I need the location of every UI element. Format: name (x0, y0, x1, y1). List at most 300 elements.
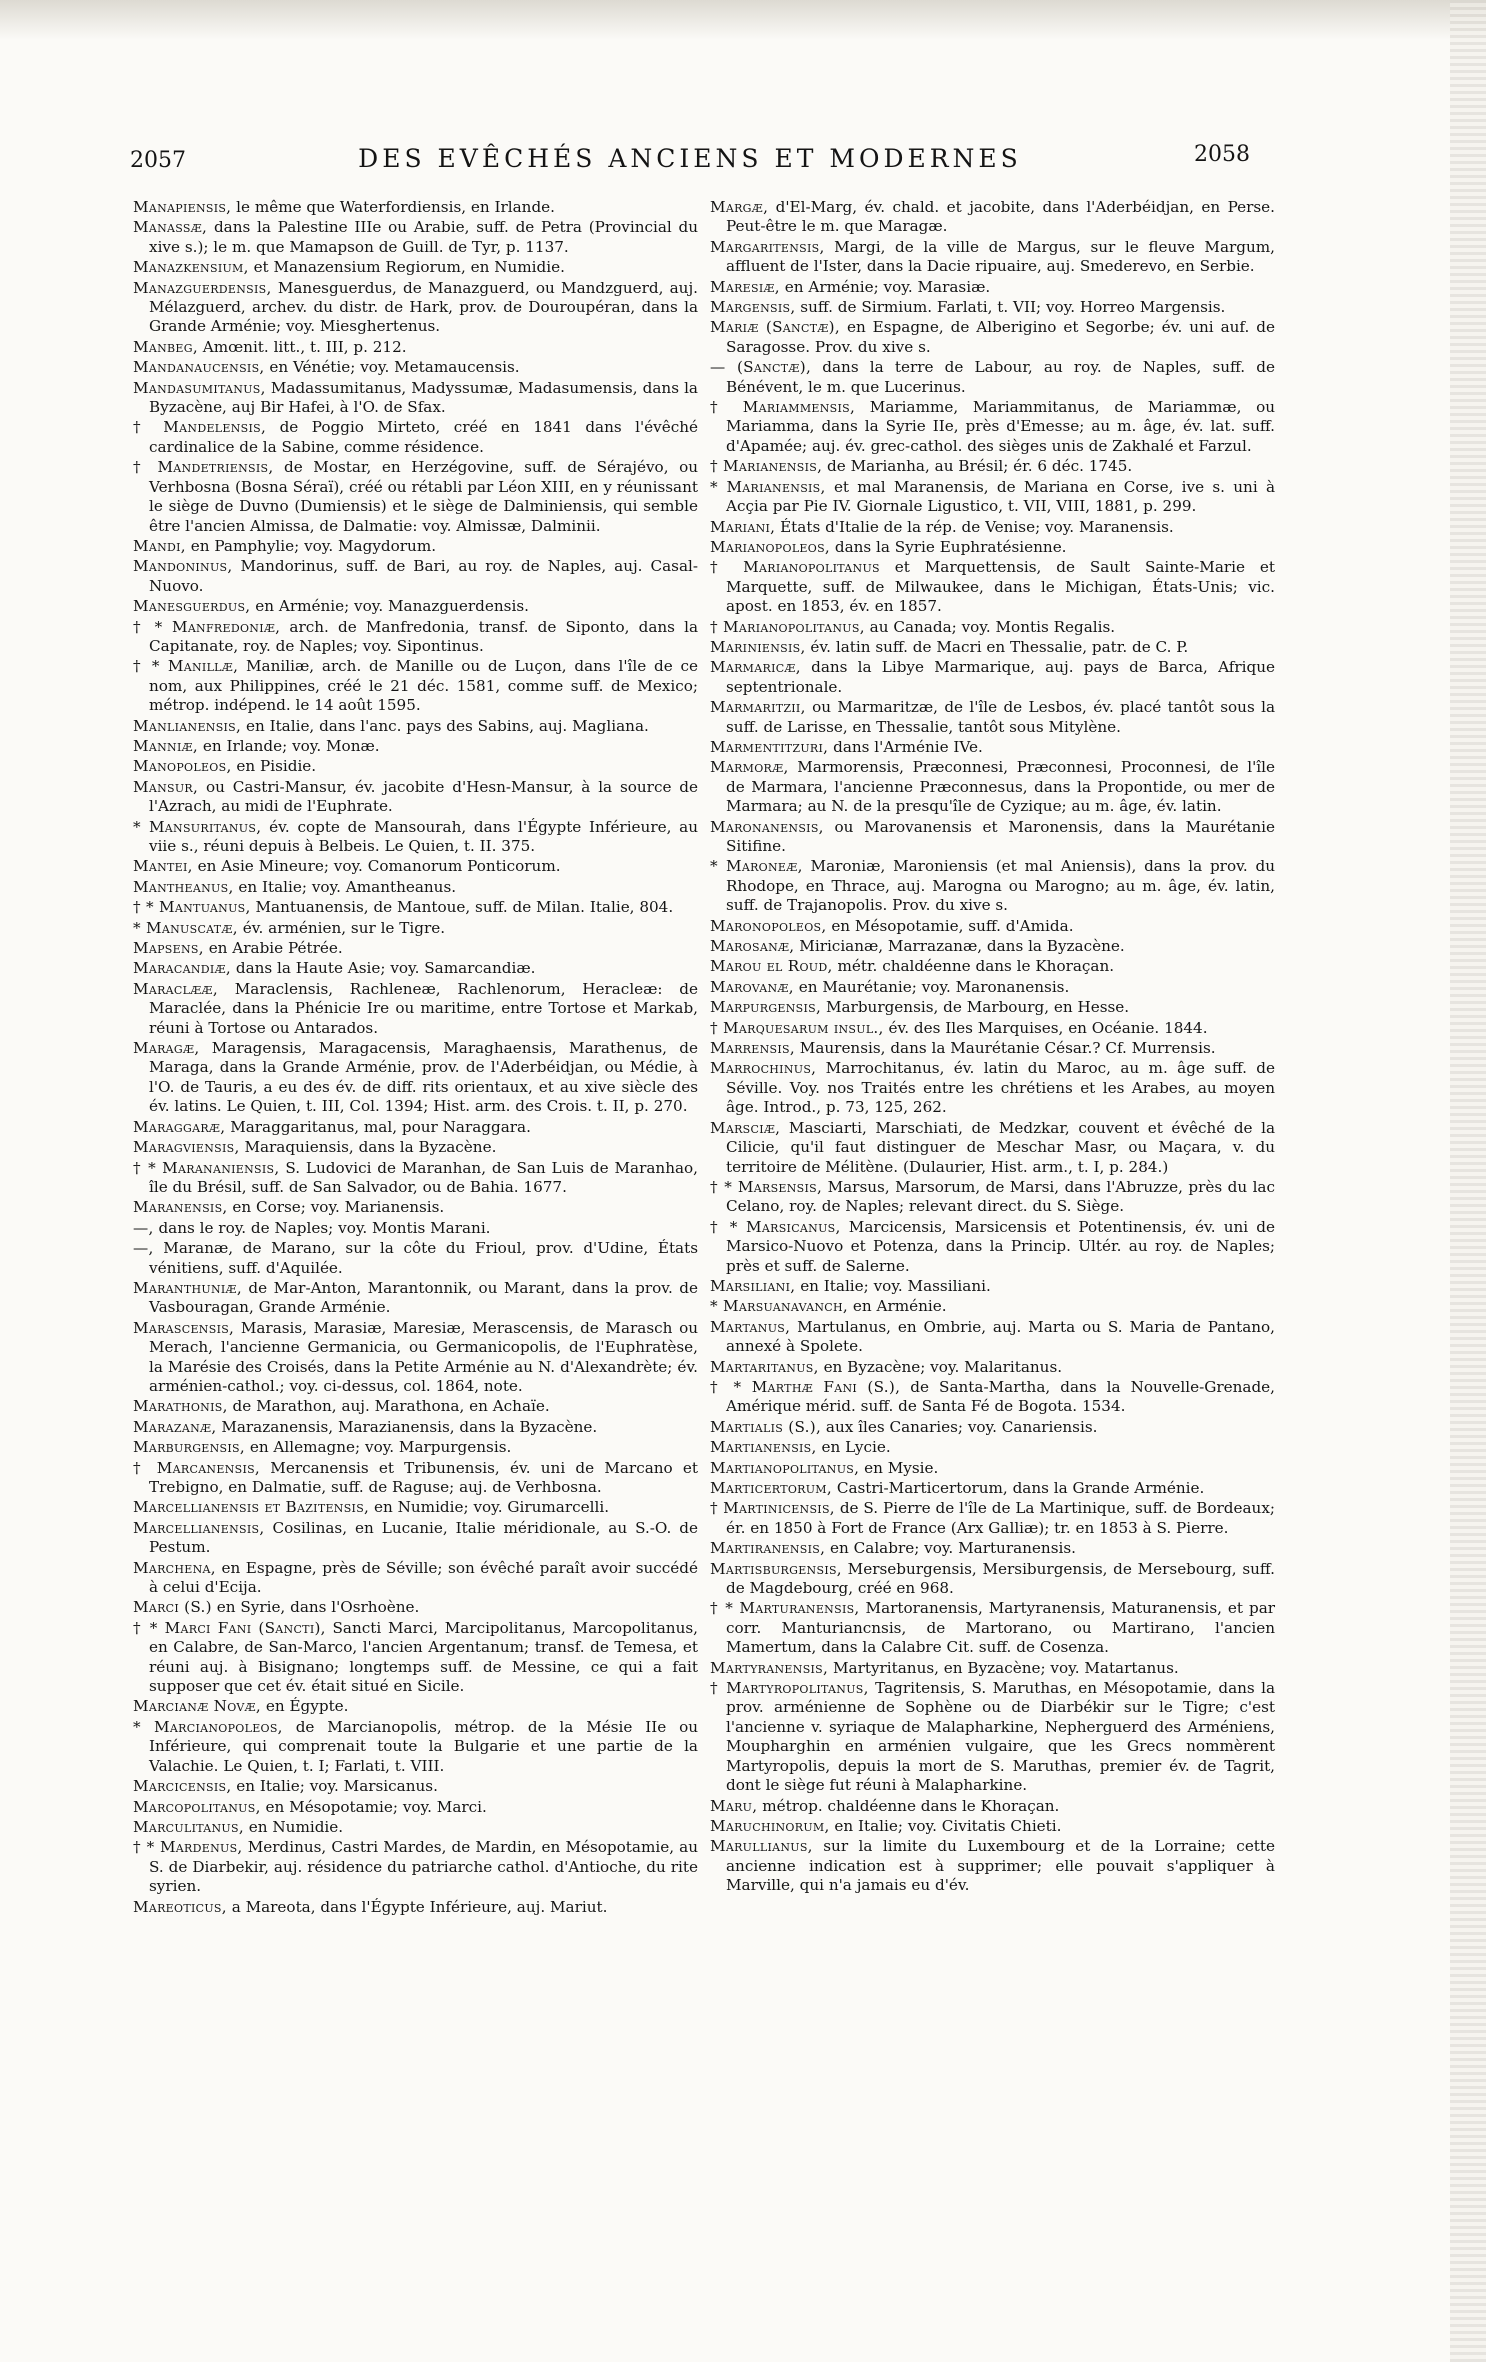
dictionary-entry (710, 937, 1275, 956)
entry-text: en Allemagne; voy. Marpurgensis. (249, 1438, 512, 1457)
entry-headword: Marazanæ, (133, 1417, 217, 1436)
entry-headword: † * Marsensis, (710, 1177, 823, 1196)
dictionary-entry (710, 1679, 1275, 1795)
entry-text: et Manazensium Regiorum, en Numidie. (253, 258, 565, 277)
entry-text: Castri-Marticertorum, dans la Grande Arménie. (836, 1479, 1205, 1497)
entry-headword: Mandanaucensis, (133, 358, 265, 377)
entry-headword: Mariniensis, (710, 637, 806, 656)
entry-text: Marasis, Marasiæ, Maresiæ, Merascensis, de Marasch ou Merach, l'ancienne Germanicia, ou Germanicopolis, de l'Euphratèse, la Marésie des Croisés, dans la Petite Arménie au N. d'Alexandrète; év. arménien-cathol.; voy. ci-dessus, col. 1864, note. (149, 1318, 699, 1395)
dictionary-entry (133, 1198, 698, 1217)
dictionary-entry (710, 1539, 1275, 1558)
dictionary-entry (133, 1798, 698, 1817)
entry-text: Maroniæ, Maroniensis (et mal Aniensis), dans la prov. du Rhodope, en Thrace, auj. Marogna ou Marogno; au m. âge, év. latin, suff. de Trajanopolis. Prov. du xive s. (726, 857, 1276, 915)
entry-text: Mariamme, Mariammitanus, de Mariammæ, ou Mariamma, dans la Syrie IIe, près d'Emesse; au m. âge, év. lat. suff. d'Apamée; auj. év. grec-cathol. des sièges unis de Zakhalé et Farzul. (726, 398, 1275, 455)
dictionary-entry (133, 818, 698, 857)
entry-text: en Vénétie; voy. Metamaucensis. (269, 358, 520, 377)
entry-text: en Irlande; voy. Monæ. (202, 736, 380, 755)
entry-text: Merdinus, Castri Mardes, de Mardin, en Mésopotamie, au S. de Diarbekir, auj. résidence du patriarche cathol. d'Antioche, du rite syrien. (149, 1838, 699, 1896)
entry-text: Madassumitanus, Madyssumæ, Madasumensis, dans la Byzacène, auj Bir Hafei, à l'O. de Sfax. (149, 378, 698, 417)
entry-text: en Pamphylie; voy. Magydorum. (190, 536, 437, 555)
entry-text: en Mésopotamie; voy. Marci. (265, 1797, 487, 1816)
entry-text: en Byzacène; voy. Malaritanus. (823, 1357, 1063, 1376)
entry-headword: Manlianensis, (133, 716, 242, 735)
entry-headword: Margensis, (710, 298, 796, 317)
dictionary-entry (710, 698, 1275, 737)
dictionary-entry (133, 1777, 698, 1796)
entry-text: et Marquettensis, de Sault Sainte-Marie et Marquette, suff. de Milwaukee, dans le Michigan, États-Unis; vic. apost. en 1853, év. en 1857. (726, 558, 1275, 616)
entry-text: Marrochitanus, év. latin du Maroc, au m. âge suff. de Séville. Voy. nos Traités entre les chrétiens et les Arabes, au moyen âge. Introd., p. 73, 125, 262. (726, 1059, 1275, 1117)
entry-text: dans la Libye Marmarique, auj. pays de Barca, Afrique septentrionale. (726, 658, 1276, 696)
entry-headword: Mandi, (133, 536, 186, 555)
entry-headword: Maruchinorum, (710, 1816, 830, 1835)
entry-text: Maurensis, dans la Maurétanie César.? Cf. Murrensis. (799, 1039, 1216, 1058)
dictionary-entry (710, 278, 1275, 297)
entry-text: Maranæ, de Marano, sur la côte du Frioul, prov. d'Udine, États vénitiens, suff. d'Aquilée. (149, 1239, 698, 1277)
entry-text: Sancti Marci, Marcipolitanus, Marcopolitanus, en Calabre, de San-Marco, l'ancien Argentanum; transf. de Temesa, et réuni auj. à Bisignano; longtemps suff. de Messine, ce qui a fait supposer que cet év. était situé en Sicile. (149, 1618, 698, 1696)
right-column (710, 198, 1275, 1897)
dictionary-entry (710, 758, 1275, 816)
dictionary-entry (710, 1218, 1275, 1276)
entry-headword: † * Manfredoniæ, (133, 617, 281, 636)
entry-headword: —, (133, 1218, 154, 1237)
entry-headword: Maragæ, (133, 1039, 200, 1058)
dictionary-entry (710, 478, 1275, 517)
dictionary-entry (133, 1838, 698, 1896)
dictionary-entry (133, 1159, 698, 1198)
entry-text: dans la Palestine IIIe ou Arabie, suff. de Petra (Provincial du xive s.); le m. que Mamapson de Guill. de Tyr, p. 1137. (149, 218, 698, 256)
entry-text: év. arménien, sur le Tigre. (242, 918, 446, 937)
dictionary-entry (133, 878, 698, 897)
entry-text: en Italie, dans l'anc. pays des Sabins, auj. Magliana. (245, 716, 649, 735)
entry-headword: Manniæ, (133, 736, 199, 755)
entry-text: de Santa-Martha, dans la Nouvelle-Grenade, Amérique mérid. suff. de Santa Fé de Bogota. 1534. (726, 1377, 1275, 1416)
dictionary-entry (710, 1297, 1275, 1316)
entry-text: Mandorinus, suff. de Bari, au roy. de Naples, auj. Casal-Nuovo. (149, 557, 698, 595)
dictionary-entry (133, 919, 698, 938)
entry-headword: Martialis (S.), (710, 1417, 822, 1436)
entry-text: Maragensis, Maragacensis, Maraghaensis, Marathenus, de Maraga, dans la Grande Arménie, prov. de l'Aderbéidjan, ou Médie, à l'O. de Tauris, a eu des év. de diff. rits orientaux, et au xive siècle des év. latins. Le Quien, t. III, Col. 1394; Hist. arm. des Crois. t. II, p. 270. (149, 1039, 698, 1116)
entry-headword: Maronanensis, (710, 817, 824, 836)
entry-headword: † * Marci Fani (Sancti), (133, 1618, 326, 1637)
dictionary-entry (133, 1818, 698, 1837)
entry-headword: Martianopolitanus, (710, 1458, 860, 1477)
entry-headword: † Mariammensis, (710, 398, 856, 417)
dictionary-entry (133, 1418, 698, 1437)
entry-headword: Martianensis, (710, 1438, 817, 1457)
entry-headword: † Marianopolitanus, (710, 617, 865, 636)
entry-headword: Martiranensis, (710, 1539, 826, 1558)
entry-text: en Numidie; voy. Girumarcelli. (374, 1498, 610, 1517)
entry-headword: Maru, (710, 1796, 758, 1815)
entry-headword: Manazguerdensis, (133, 278, 272, 297)
entry-headword: Marmoræ, (710, 758, 789, 777)
entry-text: dans le roy. de Naples; voy. Montis Marani. (158, 1218, 491, 1237)
entry-headword: Marpurgensis, (710, 998, 822, 1017)
entry-headword: * Maroneæ, (710, 857, 803, 876)
entry-text: év. copte de Mansourah, dans l'Égypte Inférieure, au viie s., réuni depuis à Belbeis. Le Quien, t. II. 375. (149, 817, 698, 855)
entry-headword: Marburgensis, (133, 1438, 245, 1457)
dictionary-entry (710, 1599, 1275, 1657)
entry-text: métrop. chaldéenne dans le Khoraçan. (762, 1796, 1060, 1815)
entry-headword: Mandasumitanus, (133, 378, 266, 397)
dictionary-entry (710, 998, 1275, 1017)
dictionary-entry (133, 597, 698, 616)
entry-text: en Italie; voy. Civitatis Chieti. (834, 1816, 1062, 1835)
entry-headword: Marascensis, (133, 1318, 235, 1337)
entry-text: Cosilinas, en Lucanie, Italie méridionale, au S.-O. de Pestum. (149, 1518, 699, 1557)
entry-headword: * Manuscatæ, (133, 918, 238, 937)
entry-headword: Marcopolitanus, (133, 1797, 261, 1816)
entry-headword: † * Marturanensis, (710, 1599, 860, 1618)
dictionary-entry (710, 1378, 1275, 1417)
entry-headword: Marrochinus, (710, 1059, 817, 1078)
entry-headword: Marcianæ Novæ, (133, 1697, 262, 1716)
dictionary-entry (710, 1560, 1275, 1599)
entry-text: dans l'Arménie IVe. (833, 737, 983, 756)
entry-text: et mal Maranensis, de Mariana en Corse, ive s. uni à Acçia par Pie IV. Giornale Ligustico, t. VII, VIII, 1881, p. 299. (726, 477, 1275, 516)
dictionary-entry (133, 1898, 698, 1917)
dictionary-entry (710, 957, 1275, 976)
entry-headword: † * Marananiensis, (133, 1158, 280, 1177)
entry-text: Margi, de la ville de Margus, sur le fleuve Margum, affluent de l'Ister, dans la Dacie ripuaire, auj. Smederevo, en Serbie. (726, 237, 1275, 276)
dictionary-entry (710, 738, 1275, 757)
entry-text: arch. de Manfredonia, transf. de Siponto, dans la Capitanate, roy. de Naples; voy. Sipontinus. (149, 617, 699, 655)
dictionary-entry (710, 658, 1275, 697)
entry-text: en Corse; voy. Marianensis. (232, 1198, 445, 1217)
entry-text: en Arabie Pétrée. (208, 939, 343, 958)
page-title: DES EVÊCHÉS ANCIENS ET MODERNES (358, 144, 1022, 173)
dictionary-entry (133, 1397, 698, 1416)
entry-text: Marburgensis, de Marbourg, en Hesse. (825, 998, 1130, 1017)
dictionary-entry (133, 657, 698, 715)
entry-headword: † * Mantuanus, (133, 898, 251, 917)
entry-text: en Calabre; voy. Marturanensis. (830, 1539, 1076, 1558)
entry-text: en Italie; voy. Marsicanus. (236, 1777, 438, 1796)
entry-headword: Marovanæ, (710, 977, 794, 996)
entry-text: États d'Italie de la rép. de Venise; voy. Maranensis. (780, 517, 1174, 536)
entry-text: en Syrie, dans l'Osrhoène. (216, 1598, 420, 1617)
dictionary-entry (133, 1319, 698, 1397)
dictionary-entry (133, 778, 698, 817)
dictionary-entry (710, 1837, 1275, 1895)
entry-headword: Manesguerdus, (133, 597, 251, 616)
dictionary-entry (133, 258, 698, 277)
entry-text: en Pisidie. (236, 757, 317, 776)
dictionary-entry (710, 558, 1275, 616)
entry-headword: * Marcianopoleos, (133, 1717, 283, 1736)
entry-text: en Mysie. (864, 1458, 939, 1477)
entry-headword: Maranthuniæ, (133, 1278, 242, 1297)
entry-text: Maraquiensis, dans la Byzacène. (244, 1138, 497, 1157)
entry-text: év. des Iles Marquises, en Océanie. 1844. (888, 1018, 1208, 1037)
dictionary-entry (133, 1459, 698, 1498)
dictionary-entry (710, 1817, 1275, 1836)
dictionary-entry (133, 279, 698, 337)
entry-headword: Manbeg, (133, 337, 198, 356)
entry-text: de Poggio Mirteto, créé en 1841 dans l'évêché cardinalice de la Sabine, comme résidence. (149, 418, 699, 456)
dictionary-entry (710, 917, 1275, 936)
dictionary-entry (710, 398, 1275, 456)
dictionary-entry (710, 358, 1275, 397)
entry-text: dans la Haute Asie; voy. Samarcandiæ. (235, 959, 536, 978)
dictionary-entry (133, 379, 698, 418)
entry-headword: Manazkensium, (133, 258, 249, 277)
entry-headword: Marchena, (133, 1558, 216, 1577)
entry-headword: Mandoninus, (133, 557, 233, 576)
dictionary-entry (133, 1619, 698, 1697)
entry-text: en Maurétanie; voy. Maronanensis. (798, 977, 1070, 996)
entry-text: de S. Pierre de l'île de La Martinique, suff. de Bordeaux; ér. en 1850 à Fort de France (Arx Galliæ); tr. en 1853 à S. Pierre. (726, 1499, 1276, 1537)
entry-headword: Marsiliani, (710, 1276, 796, 1295)
entry-headword: † Marcanensis, (133, 1458, 261, 1477)
dictionary-entry (133, 458, 698, 536)
dictionary-entry (710, 318, 1275, 357)
dictionary-entry (133, 1438, 698, 1457)
entry-headword: Margæ, (710, 198, 769, 216)
entry-text: Martulanus, en Ombrie, auj. Marta ou S. Maria de Pantano, annexé à Spolete. (726, 1317, 1275, 1356)
entry-headword: * Mansuritanus, (133, 817, 262, 836)
entry-text: en Asie Mineure; voy. Comanorum Ponticorum. (197, 857, 561, 876)
entry-text: de Marathon, auj. Marathona, en Achaïe. (232, 1397, 550, 1416)
dictionary-entry (133, 1219, 698, 1238)
entry-text: a Mareota, dans l'Égypte Inférieure, auj. Mariut. (231, 1897, 608, 1916)
entry-headword: Marsciæ, (710, 1118, 781, 1137)
entry-headword: Marou el Roud, (710, 957, 833, 976)
dictionary-entry (710, 818, 1275, 857)
dictionary-entry (133, 857, 698, 876)
entry-text: en Arménie; voy. Manazguerdensis. (255, 597, 529, 616)
dictionary-entry (133, 980, 698, 1038)
dictionary-entry (710, 457, 1275, 476)
entry-text: métr. chaldéenne dans le Khoraçan. (837, 957, 1115, 976)
entry-headword: Marianopoleos, (710, 537, 831, 556)
entry-text: Manesguerdus, de Manazguerd, ou Mandzguerd, auj. Mélazguerd, archev. du distr. de Hark, prov. de Douroupéran, dans la Grande Arménie; voy. Miesghertenus. (149, 278, 698, 336)
entry-text: en Lycie. (821, 1438, 891, 1457)
entry-text: en Italie; voy. Amantheanus. (238, 877, 457, 896)
entry-text: év. latin suff. de Macri en Thessalie, patr. de C. P. (810, 637, 1189, 656)
entry-text: dans la Syrie Euphratésienne. (834, 537, 1067, 556)
dictionary-entry (710, 1178, 1275, 1217)
entry-headword: † Marquesarum insul., (710, 1018, 884, 1037)
entry-text: de Mar-Anton, Marantonnik, ou Marant, dans la prov. de Vasbouragan, Grande Arménie. (149, 1278, 698, 1317)
entry-headword: Manapiensis, (133, 198, 232, 216)
entry-headword: Marrensis, (710, 1039, 795, 1058)
entry-text: Merseburgensis, Mersiburgensis, de Mersebourg, suff. de Magdebourg, créé en 968. (726, 1559, 1276, 1598)
dictionary-entry (133, 557, 698, 596)
page-number-right: 2058 (1194, 142, 1250, 167)
left-column (133, 198, 698, 1918)
entry-headword: † Martyropolitanus, (710, 1679, 869, 1698)
dictionary-entry (133, 959, 698, 978)
entry-text: le même que Waterfordiensis, en Irlande. (236, 198, 555, 216)
dictionary-entry (710, 1479, 1275, 1498)
entry-headword: Maresiæ, (710, 277, 780, 296)
entry-text: de Marianha, au Brésil; ér. 6 déc. 1745. (827, 457, 1133, 476)
entry-text: en Arménie. (852, 1297, 947, 1316)
entry-headword: † Mandetriensis, (133, 458, 274, 477)
entry-headword: Marcicensis, (133, 1777, 232, 1796)
dictionary-entry (133, 1279, 698, 1318)
entry-headword: Maragviensis, (133, 1138, 240, 1157)
entry-headword: Mariani, (710, 517, 776, 536)
dictionary-entry (710, 518, 1275, 537)
dictionary-entry (710, 1659, 1275, 1678)
dictionary-entry (710, 1438, 1275, 1457)
entry-headword: Marosanæ, (710, 937, 795, 956)
entry-text: Marcicensis, Marsicensis et Potentinensis, év. uni de Marsico-Nuovo et Potenza, dans la Princip. Ultér. au roy. de Naples; près et suff. de Salerne. (726, 1217, 1276, 1275)
entry-headword: * Marsuanavanch, (710, 1297, 849, 1316)
entry-headword: † Marianopolitanus (710, 558, 880, 577)
dictionary-entry (133, 218, 698, 257)
dictionary-entry (133, 1697, 698, 1716)
dictionary-entry (133, 1118, 698, 1137)
entry-text: Maniliæ, arch. de Manille ou de Luçon, dans l'île de ce nom, aux Philippines, créé le 21 déc. 1581, comme suff. de Mexico; métrop. indépend. le 14 août 1595. (149, 657, 698, 715)
dictionary-entry (710, 1499, 1275, 1538)
dictionary-entry (710, 978, 1275, 997)
dictionary-entry (133, 537, 698, 556)
dictionary-entry (133, 338, 698, 357)
entry-headword: † * Mardenus, (133, 1838, 243, 1857)
entry-headword: Margaritensis, (710, 237, 825, 256)
entry-headword: Marcellianensis et Bazitensis, (133, 1498, 370, 1517)
entry-headword: Marculitanus, (133, 1817, 244, 1836)
entry-headword: Maraclææ, (133, 979, 218, 998)
entry-text: dans la terre de Labour, au roy. de Naples, suff. de Bénévent, le m. que Lucerinus. (726, 358, 1276, 396)
entry-text: ou Marmaritzæ, de l'île de Lesbos, év. placé tantôt sous la suff. de Larisse, en Thessalie, tantôt sous Mitylène. (726, 698, 1275, 736)
dictionary-entry (710, 638, 1275, 657)
entry-text: Marazanensis, Marazianensis, dans la Byzacène. (221, 1417, 598, 1436)
entry-text: ou Marovanensis et Maronensis, dans la Maurétanie Sitifine. (726, 817, 1275, 855)
entry-headword: Mantei, (133, 857, 193, 876)
dictionary-entry (133, 1138, 698, 1157)
dictionary-entry (710, 1119, 1275, 1177)
dictionary-entry (133, 1239, 698, 1278)
entry-headword: Manopoleos, (133, 757, 232, 776)
entry-text: sur la limite du Luxembourg et de la Lorraine; cette ancienne indication est à supprimer; elle pouvait s'appliquer à Marville, qui n'a jamais eu d'év. (726, 1837, 1275, 1895)
entry-headword: Mariæ (Sanctæ), (710, 318, 840, 337)
dictionary-entry (710, 1019, 1275, 1038)
entry-text: Mantuanensis, de Mantoue, suff. de Milan. Italie, 804. (255, 898, 674, 917)
dictionary-entry (133, 418, 698, 457)
entry-headword: Marmaricæ, (710, 658, 801, 677)
entry-text: en Espagne, de Alberigino et Segorbe; év. uni auf. de Saragosse. Prov. du xive s. (726, 318, 1275, 356)
entry-text: ou Castri-Mansur, év. jacobite d'Hesn-Mansur, à la source de l'Azrach, au midi de l'Euphrate. (149, 777, 698, 816)
entry-headword: Mapsens, (133, 939, 204, 958)
dictionary-entry (133, 898, 698, 917)
entry-headword: Maraggaræ, (133, 1117, 226, 1136)
dictionary-entry (133, 717, 698, 736)
entry-text: d'El-Marg, év. chald. et jacobite, dans l'Aderbéidjan, en Perse. Peut-être le m. que Maragæ. (726, 198, 1275, 236)
entry-headword: — (Sanctæ), (710, 358, 812, 377)
entry-headword: Marullianus, (710, 1837, 813, 1856)
dictionary-entry (133, 198, 698, 217)
dictionary-entry (710, 538, 1275, 557)
entry-text: Mercanensis et Tribunensis, év. uni de Marcano et Trebigno, en Dalmatie, suff. de Raguse; auj. de Verhbosna. (149, 1458, 698, 1496)
dictionary-entry (710, 1277, 1275, 1296)
entry-headword: Martisburgensis, (710, 1559, 842, 1578)
entry-text: Martyritanus, en Byzacène; voy. Matartanus. (832, 1658, 1179, 1677)
entry-text: en Arménie; voy. Marasiæ. (784, 277, 991, 296)
dictionary-entry (710, 298, 1275, 317)
page-header (130, 140, 1250, 180)
entry-text: aux îles Canaries; voy. Canariensis. (825, 1417, 1098, 1436)
entry-headword: Martanus, (710, 1317, 791, 1336)
entry-headword: Martaritanus, (710, 1357, 819, 1376)
page-number-left: 2057 (130, 148, 186, 173)
entry-headword: Manassæ, (133, 218, 208, 237)
entry-headword: Marcellianensis, (133, 1518, 265, 1537)
dictionary-entry (133, 737, 698, 756)
dictionary-entry (710, 1358, 1275, 1377)
dictionary-entry (710, 198, 1275, 237)
dictionary-entry (133, 1498, 698, 1517)
entry-headword: † * Marthæ Fani (S.), (710, 1377, 901, 1396)
dictionary-entry (710, 618, 1275, 637)
entry-text: Amœnit. litt., t. III, p. 212. (202, 337, 407, 356)
dictionary-entry (710, 1797, 1275, 1816)
dictionary-entry (133, 1598, 698, 1617)
entry-headword: Maronopoleos, (710, 916, 827, 935)
dictionary-entry (133, 1519, 698, 1558)
entry-headword: Mansur, (133, 777, 199, 796)
entry-headword: Marathonis, (133, 1397, 228, 1416)
scan-shadow-top (0, 0, 1486, 40)
entry-headword: † Marianensis, (710, 457, 823, 476)
entry-headword: * Marianensis, (710, 477, 826, 496)
entry-text: Tagritensis, S. Maruthas, en Mésopotamie, dans la prov. arménienne de Sophène ou de Diarbékir sur le Tigre; c'est l'ancienne v. syriaque de Malapharkine, Nepherguerd des Arméniens, Moupharghin en arménien vulgaire, que les Grecs nommèrent Martyropolis, depuis la mort de S. Maruthas, premier év. de Tagrit, dont le siège fut réuni à Malapharkine. (726, 1679, 1276, 1795)
entry-text: en Mésopotamie, suff. d'Amida. (831, 916, 1074, 935)
entry-headword: Marmentitzuri, (710, 737, 829, 756)
entry-headword: —, (133, 1239, 154, 1258)
entry-text: Maraclensis, Rachleneæ, Rachlenorum, Heracleæ: de Maraclée, dans la Phénicie Ire ou maritime, entre Tortose et Markab, réuni à Tortose ou Antarados. (149, 979, 698, 1037)
entry-headword: † Mandelensis, (133, 418, 267, 437)
entry-text: en Numidie. (248, 1817, 344, 1836)
dictionary-entry (710, 1459, 1275, 1478)
entry-text: en Égypte. (265, 1697, 349, 1716)
entry-text: Maraggaritanus, mal, pour Naraggara. (230, 1117, 531, 1136)
entry-headword: Marticertorum, (710, 1479, 832, 1497)
dictionary-entry (133, 618, 698, 657)
entry-headword: Maranensis, (133, 1198, 228, 1217)
entry-headword: Marmaritzii, (710, 698, 806, 717)
entry-headword: † Martinicensis, (710, 1499, 835, 1518)
entry-headword: Marci (S.) (133, 1598, 212, 1617)
entry-headword: † * Manillæ, (133, 657, 239, 676)
entry-text: Masciarti, Marschiati, de Medzkar, couvent et évêché de la Cilicie, qu'il faut distinguer de Meschar Masr, ou Maçara, v. du territoire de Mélitène. (Dulaurier, Hist. arm., t. I, p. 284.) (726, 1118, 1276, 1176)
dictionary-entry (710, 1318, 1275, 1357)
entry-text: de Mostar, en Herzégovine, suff. de Sérajévo, ou Verhbosna (Bosna Séraï), créé ou rétabli par Léon XIII, en y réunissant le siège de Duvno (Dumiensis) et le siège de Dalminiensis, qui semble être l'ancien Almissa, de Dalmatie: voy. Almissæ, Dalminii. (149, 458, 698, 535)
entry-text: Miricianæ, Marrazanæ, dans la Byzacène. (799, 937, 1125, 956)
dictionary-entry (710, 1039, 1275, 1058)
dictionary-entry (133, 1718, 698, 1776)
dictionary-entry (710, 238, 1275, 277)
entry-text: S. Ludovici de Maranhan, de San Luis de Maranhao, île du Brésil, suff. de San Salvador, ou de Bahia. 1677. (149, 1158, 698, 1196)
entry-text: Martoranensis, Martyranensis, Maturanensis, et par corr. Manturiancnsis, de Martorano, ou Martirano, l'ancien Mamertum, dans la Calabre Cit. suff. de Cosenza. (726, 1599, 1276, 1657)
dictionary-entry (133, 757, 698, 776)
dictionary-entry (710, 857, 1275, 915)
entry-text: au Canada; voy. Montis Regalis. (869, 617, 1116, 636)
entry-text: en Italie; voy. Massiliani. (800, 1276, 991, 1295)
entry-headword: Mantheanus, (133, 877, 234, 896)
dictionary-entry (133, 1559, 698, 1598)
entry-headword: † * Marsicanus, (710, 1217, 841, 1236)
entry-text: en Espagne, près de Séville; son évêché paraît avoir succédé à celui d'Ecija. (149, 1558, 698, 1597)
dictionary-entry (133, 358, 698, 377)
dictionary-entry (710, 1059, 1275, 1117)
dictionary-entry (133, 1039, 698, 1117)
scan-shadow-right (1450, 0, 1486, 2362)
entry-text: suff. de Sirmium. Farlati, t. VII; voy. Horreo Margensis. (800, 298, 1226, 317)
